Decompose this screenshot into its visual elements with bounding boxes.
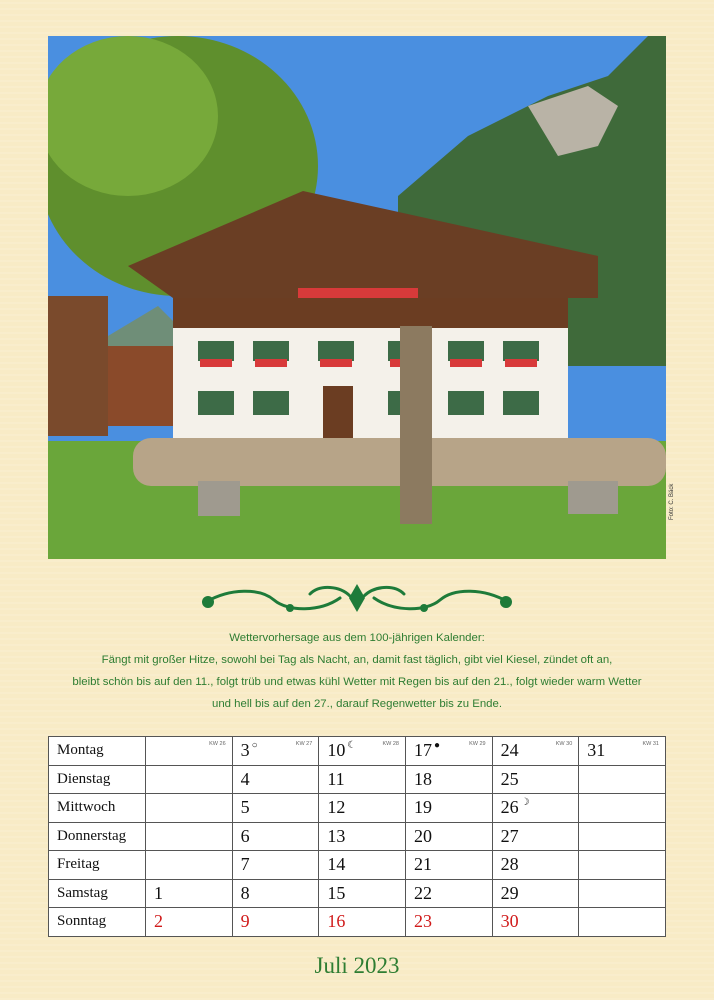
day-cell (232, 822, 319, 851)
calendar-week-label: KW 27 (295, 741, 313, 747)
moon-phase-icon: ☽ (520, 797, 530, 808)
date-number: 16 (327, 911, 346, 931)
day-cell (405, 737, 492, 766)
date-number: 10 (327, 740, 346, 760)
moon-phase-icon: ☾ (347, 740, 357, 751)
date-number: 11 (327, 768, 345, 789)
calendar-week-label: KW 31 (642, 741, 659, 747)
calendar-photo (48, 36, 666, 559)
date-number: 8 (240, 882, 250, 903)
weekday-label: Samstag (49, 879, 146, 908)
day-cell (492, 765, 579, 794)
left-building (48, 296, 108, 436)
day-cell (146, 879, 233, 908)
day-cell (319, 765, 406, 794)
date-number: 28 (500, 854, 519, 874)
day-cell (492, 794, 579, 823)
photo-credit: Foto: C. Bäck (669, 483, 675, 520)
date-number: 2 (154, 911, 163, 931)
day-cell (579, 794, 666, 823)
day-cell (405, 879, 492, 908)
date-number: 21 (413, 854, 432, 874)
date-number: 23 (413, 911, 432, 931)
day-cell (579, 908, 666, 937)
day-cell (319, 737, 406, 766)
day-cell (232, 765, 319, 794)
weekday-label: Freitag (49, 851, 146, 880)
day-cell (319, 908, 406, 937)
day-cell (232, 737, 319, 766)
weekday-label: Sonntag (49, 908, 146, 937)
day-cell (146, 822, 233, 851)
date-number: 7 (240, 854, 250, 874)
day-cell (319, 794, 406, 823)
day-cell (146, 908, 233, 937)
date-number: 14 (327, 854, 346, 874)
day-cell (405, 822, 492, 851)
ornament-divider (200, 582, 514, 616)
date-number: 22 (413, 882, 432, 903)
date-number: 30 (500, 911, 519, 931)
date-number: 3 (240, 740, 250, 760)
moon-phase-icon: ● (433, 740, 441, 751)
date-number: 31 (587, 740, 606, 760)
calendar-week-label: KW 29 (469, 741, 486, 747)
calendar-row (49, 794, 666, 823)
day-cell (579, 822, 666, 851)
month-title: Juli 2023 (314, 953, 400, 978)
date-number: 27 (500, 825, 519, 846)
calendar-week-label: KW 28 (382, 741, 399, 747)
date-number: 18 (413, 768, 432, 789)
wooden-post (400, 326, 432, 524)
day-cell (146, 851, 233, 880)
day-cell (579, 737, 666, 766)
day-cell (232, 794, 319, 823)
forecast-heading: Wettervorhersage aus dem 100-jährigen Kalender: (229, 632, 485, 644)
date-number: 13 (327, 825, 346, 846)
calendar-row (49, 851, 666, 880)
calendar-row (49, 908, 666, 937)
front-door (323, 386, 353, 441)
day-cell (146, 794, 233, 823)
log-bench (133, 438, 666, 486)
weekday-label: Dienstag (49, 765, 146, 794)
day-cell (405, 794, 492, 823)
day-cell (319, 822, 406, 851)
day-cell (492, 851, 579, 880)
date-number: 6 (240, 825, 250, 846)
day-cell (492, 879, 579, 908)
forecast-line: bleibt schön bis auf den 11., folgt trüb und etwas kühl Wetter mit Regen bis auf den 21., folgt wieder warm Wetter (72, 676, 642, 688)
date-number: 12 (327, 797, 346, 817)
weekday-label: Montag (49, 737, 146, 766)
day-cell (319, 879, 406, 908)
date-number: 4 (240, 768, 250, 789)
day-cell (232, 851, 319, 880)
calendar-week-label: KW 26 (209, 741, 226, 747)
day-cell (232, 908, 319, 937)
moon-phase-icon: ○ (251, 740, 258, 751)
day-cell (146, 765, 233, 794)
day-cell (232, 879, 319, 908)
day-cell (405, 908, 492, 937)
forecast-line: und hell bis auf den 27., darauf Regenwetter bis zu Ende. (211, 698, 503, 710)
date-number: 25 (500, 768, 519, 789)
day-cell (319, 851, 406, 880)
date-number: 1 (154, 882, 163, 903)
day-cell (405, 765, 492, 794)
calendar-row (49, 765, 666, 794)
date-number: 24 (500, 740, 519, 760)
calendar-row (49, 822, 666, 851)
calendar-row (49, 737, 666, 766)
day-cell (579, 765, 666, 794)
date-number: 9 (240, 911, 250, 931)
date-number: 29 (500, 882, 519, 903)
weekday-label: Mittwoch (49, 794, 146, 823)
day-cell (492, 737, 579, 766)
day-cell (492, 908, 579, 937)
weekday-label: Donnerstag (49, 822, 146, 851)
date-number: 5 (240, 797, 250, 817)
day-cell (405, 851, 492, 880)
day-cell (579, 879, 666, 908)
calendar-week-label: KW 30 (555, 741, 573, 747)
date-number: 26 (500, 797, 519, 817)
date-number: 17 (413, 740, 432, 760)
forecast-line: Fängt mit großer Hitze, sowohl bei Tag als Nacht, an, damit fast täglich, gibt viel Kiesel, zündet oft an, (101, 654, 613, 666)
calendar-grid (48, 736, 666, 937)
day-cell (146, 737, 233, 766)
date-number: 19 (413, 797, 432, 817)
weather-forecast (40, 627, 674, 715)
day-cell (579, 851, 666, 880)
day-cell (492, 822, 579, 851)
date-number: 15 (327, 882, 346, 903)
date-number: 20 (413, 825, 432, 846)
balcony (173, 294, 568, 328)
calendar-row (49, 879, 666, 908)
